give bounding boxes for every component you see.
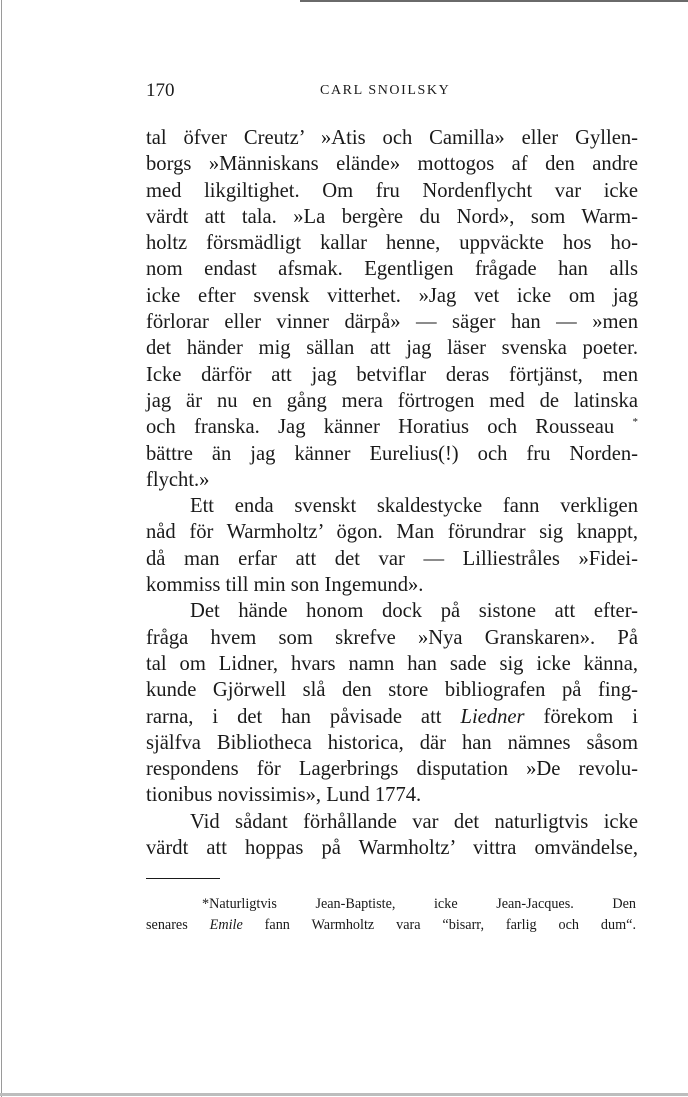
text-line: kommiss till min son Ingemund».	[146, 574, 424, 597]
text-line: icke efter svensk vitterhet. »Jag vet icke om jag	[146, 284, 638, 307]
page-edge-left	[1, 0, 2, 1097]
text-line: kunde Gjörwell slå den store bibliografen på fing-	[146, 679, 638, 702]
text-line: jag är nu en gång mera förtrogen med de latinska	[146, 389, 638, 412]
footnote-text: Naturligtvis Jean-Baptiste, icke Jean-Jacques. Den	[209, 896, 636, 912]
page-number: 170	[146, 80, 175, 101]
text-line: då man erfar att det var — Lilliestråles »Fidei-	[146, 547, 638, 570]
text-line: det händer mig sällan att jag läser svenska poeter.	[146, 337, 638, 360]
text-line-with-italic	[146, 704, 638, 730]
footnote-text: senares	[146, 917, 188, 933]
text-line: respondens för Lagerbrings disputation »De revolu-	[146, 758, 638, 781]
footnote-italic: Emile	[209, 917, 243, 933]
running-title: CARL SNOILSKY	[320, 83, 451, 98]
footnote-marker: *	[202, 896, 210, 912]
italic-name: Liedner	[460, 705, 525, 728]
text-segment: rarna, i det han påvisade att	[146, 705, 442, 728]
text-line: holtz försmädligt kallar henne, uppväckte hos ho-	[146, 232, 638, 255]
text-line: borgs »Människans elände» mottogos af den andre	[146, 153, 638, 176]
text-line: Vid sådant förhållande var det naturligtvis icke	[190, 810, 638, 833]
text-line: tal öfver Creutz’ »Atis och Camilla» eller Gyllen-	[146, 127, 638, 149]
text-line: Ett enda svenskt skaldestycke fann verkligen	[190, 495, 638, 518]
text-line: värdt att hoppas på Warmholtz’ vittra omvändelse,	[146, 837, 638, 860]
footnote	[146, 894, 636, 936]
page-edge-bottom	[0, 1093, 688, 1096]
text-line: bättre än jag känner Eurelius(!) och fru Norden-	[146, 442, 638, 465]
body-text	[146, 125, 638, 861]
text-line: själfva Bibliotheca historica, där han nämnes såsom	[146, 731, 638, 754]
text-segment: förekom i	[543, 705, 638, 728]
text-line: nom endast afsmak. Egentligen frågade han alls	[146, 258, 638, 281]
text-line: med likgiltighet. Om fru Nordenflycht var icke	[146, 179, 638, 202]
text-line-with-footnote-ref	[146, 414, 638, 440]
text-line: nåd för Warmholtz’ ögon. Man förundrar sig knappt,	[146, 521, 638, 544]
footnote-line	[146, 894, 636, 915]
text-line: tal om Lidner, hvars namn han sade sig icke känna,	[146, 652, 638, 675]
text-line: tionibus novissimis», Lund 1774.	[146, 784, 422, 807]
footnote-line	[146, 915, 636, 936]
text-line: flycht.»	[146, 468, 210, 491]
footnote-reference: *	[632, 416, 638, 429]
text-line: värdt att tala. »La bergère du Nord», som Warm-	[146, 205, 638, 228]
text-line: Icke därför att jag betviflar deras förtjänst, men	[146, 363, 638, 386]
text-line: fråga hvem som skrefve »Nya Granskaren». På	[146, 626, 638, 649]
text-line: förlorar eller vinner därpå» — säger han — »men	[146, 311, 638, 334]
text-segment: och franska. Jag känner Horatius och Rousseau	[146, 416, 615, 439]
footnote-text: fann Warmholtz vara “bisarr, farlig och dum“.	[264, 917, 636, 933]
footnote-rule	[146, 878, 220, 879]
page-edge-top	[300, 0, 688, 2]
text-line: Det hände honom dock på sistone att efter-	[190, 600, 638, 623]
running-head	[146, 80, 638, 104]
